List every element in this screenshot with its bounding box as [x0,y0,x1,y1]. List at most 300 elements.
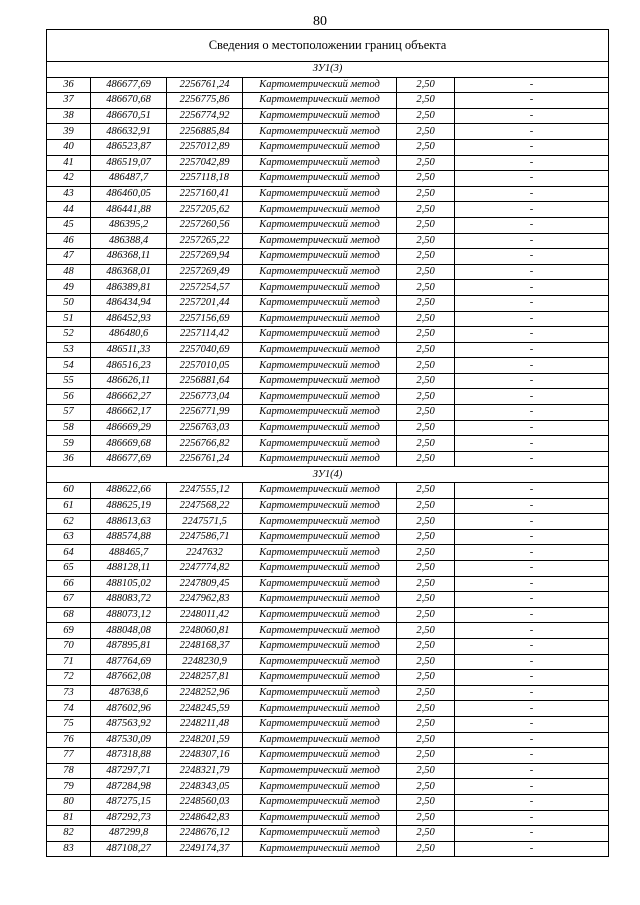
point-number-cell: 57 [47,405,91,421]
table-row [47,732,609,748]
note-cell: - [455,171,609,187]
accuracy-cell: 2,50 [397,623,455,639]
table-row [47,670,609,686]
coord-y-cell: 2256761,24 [167,451,243,467]
table-row [47,108,609,124]
coord-x-cell: 486626,11 [91,373,167,389]
coord-x-cell: 488622,66 [91,483,167,499]
accuracy-cell: 2,50 [397,841,455,857]
section-row [47,62,609,78]
note-cell: - [455,654,609,670]
note-cell: - [455,545,609,561]
note-cell: - [455,810,609,826]
coord-x-cell: 486669,29 [91,420,167,436]
point-number-cell: 40 [47,139,91,155]
method-cell: Картометрический метод [243,576,397,592]
accuracy-cell: 2,50 [397,249,455,265]
point-number-cell: 60 [47,483,91,499]
point-number-cell: 36 [47,451,91,467]
coord-x-cell: 486441,88 [91,202,167,218]
accuracy-cell: 2,50 [397,108,455,124]
section-label: ЗУ1(3) [47,62,609,78]
coord-y-cell: 2248230,9 [167,654,243,670]
note-cell: - [455,373,609,389]
coord-y-cell: 2247774,82 [167,561,243,577]
method-cell: Картометрический метод [243,233,397,249]
coord-x-cell: 488083,72 [91,592,167,608]
coord-y-cell: 2256761,24 [167,77,243,93]
method-cell: Картометрический метод [243,623,397,639]
table-row [47,529,609,545]
accuracy-cell: 2,50 [397,342,455,358]
table-row [47,607,609,623]
table-row [47,810,609,826]
method-cell: Картометрический метод [243,327,397,343]
point-number-cell: 50 [47,295,91,311]
table-row [47,389,609,405]
method-cell: Картометрический метод [243,748,397,764]
accuracy-cell: 2,50 [397,436,455,452]
coord-y-cell: 2257260,56 [167,217,243,233]
point-number-cell: 54 [47,358,91,374]
table-row [47,763,609,779]
point-number-cell: 71 [47,654,91,670]
note-cell: - [455,716,609,732]
table-row [47,233,609,249]
accuracy-cell: 2,50 [397,280,455,296]
coord-y-cell: 2247962,83 [167,592,243,608]
accuracy-cell: 2,50 [397,638,455,654]
point-number-cell: 79 [47,779,91,795]
note-cell: - [455,561,609,577]
note-cell: - [455,280,609,296]
table-row [47,561,609,577]
coord-y-cell: 2257012,89 [167,139,243,155]
method-cell: Картометрический метод [243,358,397,374]
method-cell: Картометрический метод [243,280,397,296]
coord-y-cell: 2248676,12 [167,826,243,842]
coord-x-cell: 487297,71 [91,763,167,779]
table-row [47,685,609,701]
coord-x-cell: 488574,88 [91,529,167,545]
note-cell: - [455,748,609,764]
table-row [47,748,609,764]
note-cell: - [455,389,609,405]
table-title-row [47,30,609,62]
coord-x-cell: 486670,68 [91,93,167,109]
method-cell: Картометрический метод [243,342,397,358]
method-cell: Картометрический метод [243,264,397,280]
coord-y-cell: 2256774,92 [167,108,243,124]
note-cell: - [455,249,609,265]
table-row [47,295,609,311]
note-cell: - [455,623,609,639]
coord-y-cell: 2256881,64 [167,373,243,389]
point-number-cell: 53 [47,342,91,358]
coord-x-cell: 486519,07 [91,155,167,171]
method-cell: Картометрический метод [243,217,397,233]
coord-y-cell: 2247809,45 [167,576,243,592]
coord-y-cell: 2256885,84 [167,124,243,140]
note-cell: - [455,779,609,795]
table-body [47,30,609,857]
accuracy-cell: 2,50 [397,545,455,561]
coord-x-cell: 487108,27 [91,841,167,857]
coord-y-cell: 2257118,18 [167,171,243,187]
table-row [47,451,609,467]
coord-y-cell: 2248560,03 [167,794,243,810]
coord-y-cell: 2256771,99 [167,405,243,421]
coord-x-cell: 486669,68 [91,436,167,452]
coord-x-cell: 487895,81 [91,638,167,654]
accuracy-cell: 2,50 [397,77,455,93]
coord-x-cell: 486662,17 [91,405,167,421]
method-cell: Картометрический метод [243,155,397,171]
note-cell: - [455,155,609,171]
coord-y-cell: 2248642,83 [167,810,243,826]
point-number-cell: 74 [47,701,91,717]
accuracy-cell: 2,50 [397,498,455,514]
method-cell: Картометрический метод [243,498,397,514]
point-number-cell: 83 [47,841,91,857]
table-row [47,124,609,140]
table-row [47,701,609,717]
accuracy-cell: 2,50 [397,810,455,826]
table-row [47,483,609,499]
point-number-cell: 67 [47,592,91,608]
note-cell: - [455,436,609,452]
point-number-cell: 47 [47,249,91,265]
table-row [47,405,609,421]
table-row [47,420,609,436]
note-cell: - [455,483,609,499]
coord-x-cell: 486487,7 [91,171,167,187]
note-cell: - [455,108,609,124]
accuracy-cell: 2,50 [397,592,455,608]
point-number-cell: 39 [47,124,91,140]
table-row [47,217,609,233]
point-number-cell: 82 [47,826,91,842]
point-number-cell: 81 [47,810,91,826]
point-number-cell: 63 [47,529,91,545]
note-cell: - [455,186,609,202]
coord-y-cell: 2256763,03 [167,420,243,436]
table-row [47,592,609,608]
coord-y-cell: 2248060,81 [167,623,243,639]
note-cell: - [455,420,609,436]
accuracy-cell: 2,50 [397,732,455,748]
note-cell: - [455,794,609,810]
accuracy-cell: 2,50 [397,514,455,530]
table-row [47,264,609,280]
note-cell: - [455,233,609,249]
method-cell: Картометрический метод [243,108,397,124]
accuracy-cell: 2,50 [397,701,455,717]
method-cell: Картометрический метод [243,514,397,530]
coord-x-cell: 486516,23 [91,358,167,374]
table-row [47,280,609,296]
point-number-cell: 42 [47,171,91,187]
point-number-cell: 64 [47,545,91,561]
point-number-cell: 61 [47,498,91,514]
accuracy-cell: 2,50 [397,763,455,779]
point-number-cell: 72 [47,670,91,686]
coord-x-cell: 488625,19 [91,498,167,514]
method-cell: Картометрический метод [243,420,397,436]
note-cell: - [455,93,609,109]
coord-y-cell: 2248257,81 [167,670,243,686]
coord-x-cell: 488465,7 [91,545,167,561]
coord-y-cell: 2247571,5 [167,514,243,530]
note-cell: - [455,451,609,467]
point-number-cell: 46 [47,233,91,249]
accuracy-cell: 2,50 [397,420,455,436]
accuracy-cell: 2,50 [397,405,455,421]
point-number-cell: 43 [47,186,91,202]
point-number-cell: 62 [47,514,91,530]
coord-x-cell: 486389,81 [91,280,167,296]
coord-x-cell: 487299,8 [91,826,167,842]
coord-y-cell: 2257042,89 [167,155,243,171]
coord-x-cell: 488073,12 [91,607,167,623]
coord-x-cell: 487275,15 [91,794,167,810]
point-number-cell: 36 [47,77,91,93]
accuracy-cell: 2,50 [397,779,455,795]
coord-x-cell: 487764,69 [91,654,167,670]
accuracy-cell: 2,50 [397,139,455,155]
note-cell: - [455,358,609,374]
coord-y-cell: 2257205,62 [167,202,243,218]
accuracy-cell: 2,50 [397,93,455,109]
table-row [47,139,609,155]
accuracy-cell: 2,50 [397,529,455,545]
section-label: ЗУ1(4) [47,467,609,483]
accuracy-cell: 2,50 [397,826,455,842]
coord-y-cell: 2257160,41 [167,186,243,202]
method-cell: Картометрический метод [243,171,397,187]
accuracy-cell: 2,50 [397,233,455,249]
method-cell: Картометрический метод [243,139,397,155]
method-cell: Картометрический метод [243,405,397,421]
point-number-cell: 78 [47,763,91,779]
method-cell: Картометрический метод [243,732,397,748]
coord-x-cell: 486670,51 [91,108,167,124]
table-row [47,514,609,530]
method-cell: Картометрический метод [243,483,397,499]
point-number-cell: 52 [47,327,91,343]
note-cell: - [455,124,609,140]
coord-y-cell: 2248307,16 [167,748,243,764]
coord-y-cell: 2256773,04 [167,389,243,405]
method-cell: Картометрический метод [243,561,397,577]
method-cell: Картометрический метод [243,763,397,779]
method-cell: Картометрический метод [243,389,397,405]
method-cell: Картометрический метод [243,826,397,842]
note-cell: - [455,592,609,608]
accuracy-cell: 2,50 [397,389,455,405]
coord-x-cell: 486434,94 [91,295,167,311]
method-cell: Картометрический метод [243,93,397,109]
coord-x-cell: 488613,63 [91,514,167,530]
point-number-cell: 45 [47,217,91,233]
method-cell: Картометрический метод [243,124,397,140]
method-cell: Картометрический метод [243,794,397,810]
table-row [47,358,609,374]
table-row [47,545,609,561]
coord-x-cell: 486452,93 [91,311,167,327]
table-row [47,311,609,327]
coord-x-cell: 487318,88 [91,748,167,764]
coord-x-cell: 486368,01 [91,264,167,280]
coord-x-cell: 486388,4 [91,233,167,249]
table-row [47,93,609,109]
accuracy-cell: 2,50 [397,186,455,202]
method-cell: Картометрический метод [243,249,397,265]
note-cell: - [455,670,609,686]
coord-x-cell: 486632,91 [91,124,167,140]
accuracy-cell: 2,50 [397,202,455,218]
coord-y-cell: 2248343,05 [167,779,243,795]
coord-y-cell: 2257254,57 [167,280,243,296]
coord-x-cell: 486511,33 [91,342,167,358]
coord-y-cell: 2247568,22 [167,498,243,514]
method-cell: Картометрический метод [243,701,397,717]
coord-x-cell: 488128,11 [91,561,167,577]
note-cell: - [455,763,609,779]
point-number-cell: 68 [47,607,91,623]
method-cell: Картометрический метод [243,373,397,389]
note-cell: - [455,327,609,343]
point-number-cell: 44 [47,202,91,218]
coord-y-cell: 2257269,94 [167,249,243,265]
method-cell: Картометрический метод [243,186,397,202]
accuracy-cell: 2,50 [397,670,455,686]
point-number-cell: 41 [47,155,91,171]
coord-x-cell: 486460,05 [91,186,167,202]
note-cell: - [455,732,609,748]
note-cell: - [455,638,609,654]
accuracy-cell: 2,50 [397,576,455,592]
coord-x-cell: 486395,2 [91,217,167,233]
coord-y-cell: 2257269,49 [167,264,243,280]
method-cell: Картометрический метод [243,670,397,686]
table-row [47,155,609,171]
method-cell: Картометрический метод [243,451,397,467]
coord-x-cell: 487284,98 [91,779,167,795]
method-cell: Картометрический метод [243,202,397,218]
section-row [47,467,609,483]
method-cell: Картометрический метод [243,295,397,311]
coord-x-cell: 486677,69 [91,77,167,93]
accuracy-cell: 2,50 [397,358,455,374]
coord-y-cell: 2248168,37 [167,638,243,654]
note-cell: - [455,405,609,421]
point-number-cell: 65 [47,561,91,577]
point-number-cell: 77 [47,748,91,764]
accuracy-cell: 2,50 [397,451,455,467]
coord-y-cell: 2248201,59 [167,732,243,748]
coord-y-cell: 2249174,37 [167,841,243,857]
method-cell: Картометрический метод [243,638,397,654]
coord-y-cell: 2256766,82 [167,436,243,452]
method-cell: Картометрический метод [243,545,397,561]
accuracy-cell: 2,50 [397,685,455,701]
table-row [47,77,609,93]
table-row [47,186,609,202]
point-number-cell: 73 [47,685,91,701]
accuracy-cell: 2,50 [397,217,455,233]
note-cell: - [455,342,609,358]
accuracy-cell: 2,50 [397,264,455,280]
point-number-cell: 56 [47,389,91,405]
coord-y-cell: 2247632 [167,545,243,561]
accuracy-cell: 2,50 [397,483,455,499]
point-number-cell: 38 [47,108,91,124]
note-cell: - [455,217,609,233]
accuracy-cell: 2,50 [397,748,455,764]
point-number-cell: 69 [47,623,91,639]
accuracy-cell: 2,50 [397,373,455,389]
coord-x-cell: 487638,6 [91,685,167,701]
accuracy-cell: 2,50 [397,716,455,732]
method-cell: Картометрический метод [243,654,397,670]
method-cell: Картометрический метод [243,77,397,93]
coord-y-cell: 2257010,05 [167,358,243,374]
table-row [47,638,609,654]
boundary-coordinates-table [46,29,609,857]
coord-x-cell: 486677,69 [91,451,167,467]
method-cell: Картометрический метод [243,841,397,857]
table-row [47,171,609,187]
method-cell: Картометрический метод [243,716,397,732]
note-cell: - [455,514,609,530]
method-cell: Картометрический метод [243,607,397,623]
method-cell: Картометрический метод [243,810,397,826]
point-number-cell: 70 [47,638,91,654]
point-number-cell: 66 [47,576,91,592]
coord-y-cell: 2248245,59 [167,701,243,717]
note-cell: - [455,264,609,280]
point-number-cell: 76 [47,732,91,748]
coord-x-cell: 486368,11 [91,249,167,265]
note-cell: - [455,498,609,514]
accuracy-cell: 2,50 [397,171,455,187]
note-cell: - [455,311,609,327]
note-cell: - [455,701,609,717]
note-cell: - [455,841,609,857]
accuracy-cell: 2,50 [397,607,455,623]
method-cell: Картометрический метод [243,685,397,701]
coord-y-cell: 2248211,48 [167,716,243,732]
table-row [47,436,609,452]
point-number-cell: 58 [47,420,91,436]
method-cell: Картометрический метод [243,529,397,545]
coord-x-cell: 488048,08 [91,623,167,639]
coord-y-cell: 2257156,69 [167,311,243,327]
table-row [47,826,609,842]
table-row [47,498,609,514]
coord-x-cell: 487662,08 [91,670,167,686]
point-number-cell: 75 [47,716,91,732]
table-row [47,249,609,265]
note-cell: - [455,826,609,842]
coord-y-cell: 2248321,79 [167,763,243,779]
page-number: 80 [313,14,327,29]
coord-x-cell: 486662,27 [91,389,167,405]
note-cell: - [455,295,609,311]
coord-y-cell: 2256775,86 [167,93,243,109]
coord-x-cell: 486480,6 [91,327,167,343]
